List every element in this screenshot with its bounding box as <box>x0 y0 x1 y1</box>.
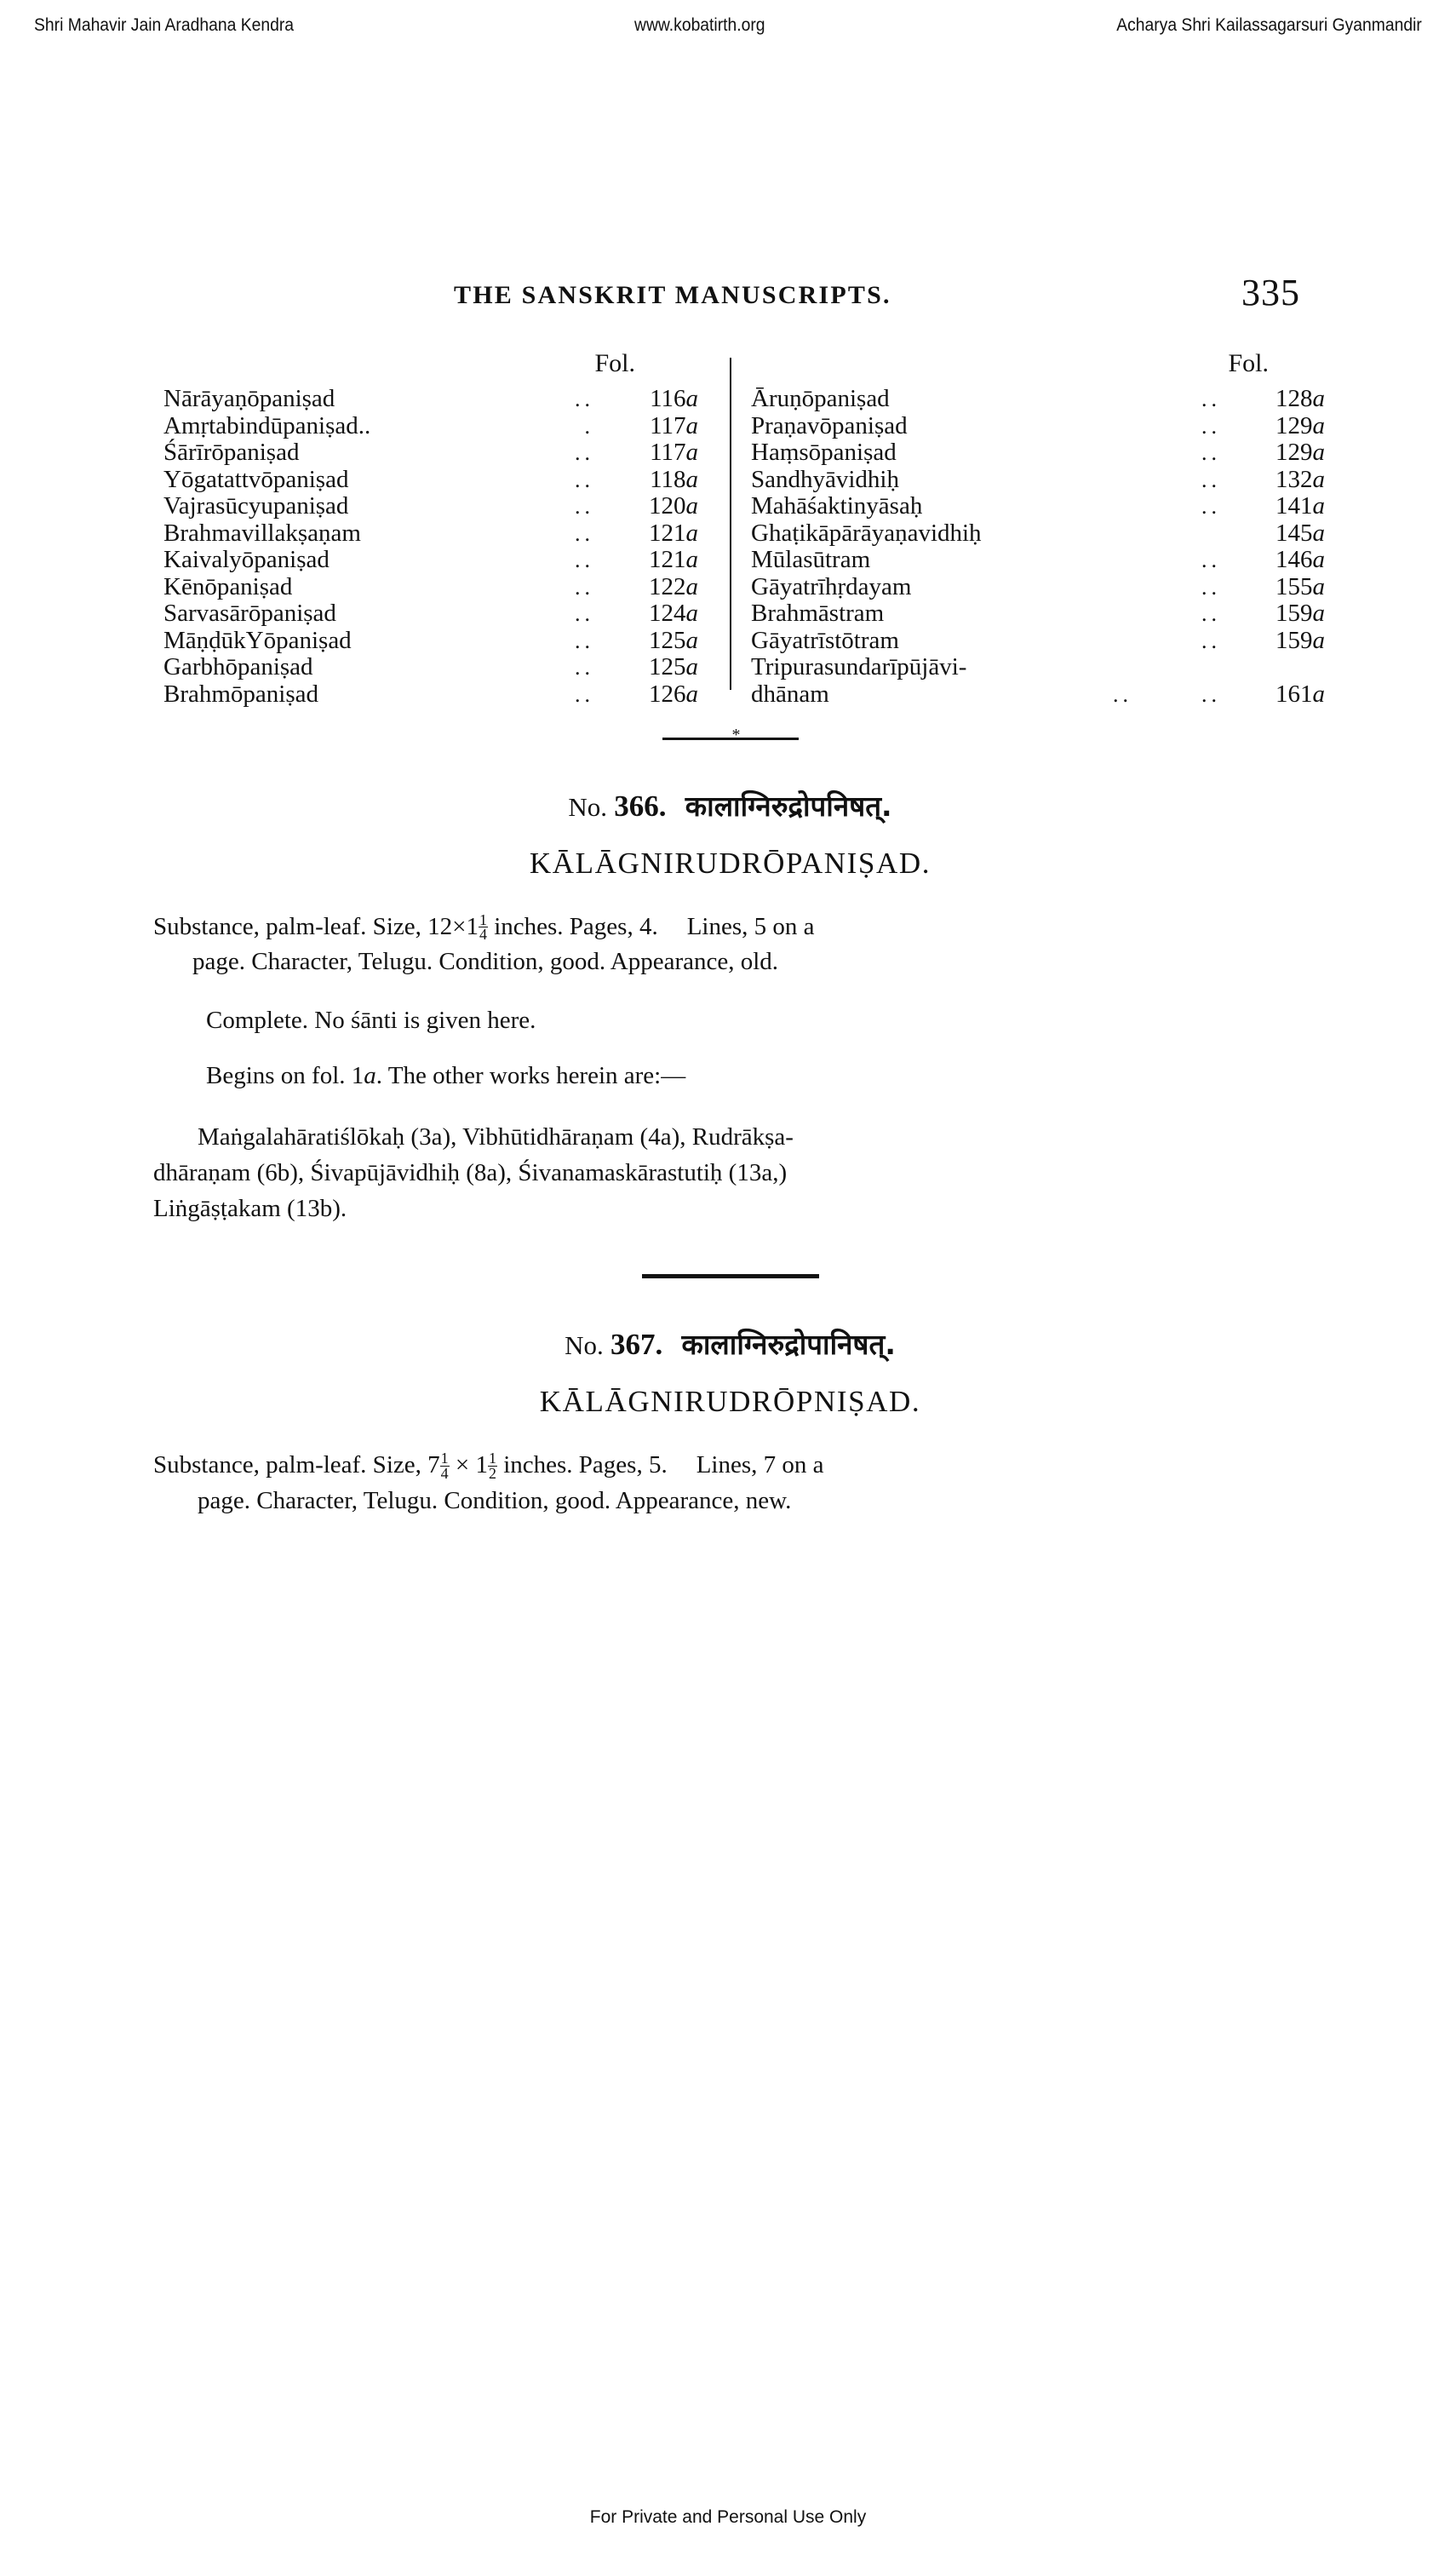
index-entry-name: Vajrasūcyupaniṣad <box>163 492 349 520</box>
index-row <box>153 466 698 493</box>
entry-no-label: No. <box>568 792 608 822</box>
desc-text-c: Lines, 7 on a <box>696 1451 824 1479</box>
index-entry-folio: 117a <box>650 411 698 439</box>
leader-dots: .. <box>1201 601 1221 626</box>
leader-dots: .. <box>575 601 594 626</box>
index-column-header-right <box>749 349 1294 385</box>
column-divider-rule <box>730 358 731 690</box>
folio-suffix: a <box>685 385 698 412</box>
index-entry-folio: 132a <box>1275 465 1325 493</box>
manuscript-entry-367 <box>153 1324 1307 1518</box>
divider-rule <box>662 738 799 740</box>
index-entry-folio: 118a <box>650 465 698 493</box>
scan-header-left-text: Shri Mahavir Jain Aradhana Kendra <box>34 15 295 35</box>
begins-prefix: Begins on fol. 1 <box>206 1062 364 1090</box>
folio-suffix: a <box>685 600 698 627</box>
desc-text-b: inches. Pages, 4. <box>487 913 658 940</box>
folio-suffix: a <box>1312 411 1325 439</box>
index-entry-folio: 122a <box>649 572 698 600</box>
other-works-list-366 <box>153 1119 1307 1226</box>
entry-separator-rule <box>642 1274 819 1278</box>
leader-dots: .. <box>575 440 594 465</box>
running-head <box>153 272 1307 325</box>
index-entry-name: MāṇḍūkYōpaniṣad <box>163 626 352 654</box>
index-entry-name: Kaivalyōpaniṣad <box>163 546 330 573</box>
entry-description-367 <box>153 1448 1307 1518</box>
index-entry-name: Mūlasūtram <box>751 546 871 573</box>
index-entry-folio: 121a <box>649 546 698 573</box>
leader-dots: .. <box>575 548 594 572</box>
index-entry-folio: 125a <box>649 653 698 680</box>
folio-suffix: a <box>685 546 698 573</box>
fraction-numerator: 1 <box>479 910 487 928</box>
index-row <box>749 680 1325 708</box>
fraction-numerator: 1 <box>440 1450 449 1467</box>
folio-suffix: a <box>685 411 698 439</box>
leader-dots: .. <box>1201 494 1221 519</box>
index-entry-folio: 146a <box>1275 546 1325 573</box>
page-number: 335 <box>1241 272 1300 313</box>
index-entry-name: Nārāyaṇōpaniṣad <box>163 385 335 412</box>
index-row <box>153 627 698 654</box>
folio-suffix: a <box>1312 492 1325 520</box>
index-column-right <box>749 349 1325 708</box>
entry-description-366 <box>153 910 1307 979</box>
index-entry-name: Kēnōpaniṣad <box>163 572 293 600</box>
desc-text-mid: × 1 <box>449 1451 488 1479</box>
leader-dots: .. <box>1201 548 1221 572</box>
index-entry-name: Garbhōpaniṣad <box>163 653 313 680</box>
begins-note-366 <box>153 1062 1307 1090</box>
entry-number-line <box>153 786 1307 824</box>
index-entry-folio: 120a <box>649 492 698 520</box>
index-row <box>153 385 698 412</box>
folio-suffix: a <box>685 465 698 493</box>
page-body <box>153 272 1325 1519</box>
works-line-2: dhāraṇam (6b), Śivapūjāvidhiḥ (8a), Śivanamaskārastutiḥ (13a,) <box>153 1159 788 1187</box>
leader-dots: .. <box>1201 574 1221 600</box>
index-row <box>749 465 1325 493</box>
entry-title-romanized: KĀLĀGNIRUDRŌPNIṢAD. <box>539 1385 921 1419</box>
leader-dots: . <box>584 413 594 439</box>
entry-no-label: No. <box>565 1330 604 1361</box>
index-row <box>153 653 698 680</box>
fraction-denominator: 4 <box>479 926 487 944</box>
index-entry-name: dhānam <box>751 680 829 708</box>
index-row <box>749 411 1325 439</box>
folio-suffix: a <box>685 519 698 547</box>
index-column-header-left <box>153 349 698 385</box>
index-row <box>749 572 1325 600</box>
index-entry-name: Mahāśaktinyāsaḥ <box>751 492 923 520</box>
leader-dots: .. <box>575 681 594 707</box>
index-entry-folio: 141a <box>1275 492 1325 520</box>
leader-dots: .. <box>1201 628 1221 653</box>
running-head-title: THE SANSKRIT MANUSCRIPTS. <box>454 281 891 309</box>
desc-text-a: Substance, palm-leaf. Size, 12×1 <box>153 913 479 940</box>
size-fraction <box>479 910 488 944</box>
desc-text-c: Lines, 5 on a <box>686 913 815 940</box>
index-entry-name: Śārīrōpaniṣad <box>163 439 300 466</box>
entry-title-devanagari: कालाग्निरुद्रोपानिषत्. <box>681 1328 896 1362</box>
scan-watermark-footer: For Private and Personal Use Only <box>589 2507 867 2527</box>
index-entry-name: Āruṇōpaniṣad <box>751 385 890 412</box>
index-entry-folio: 155a <box>1275 572 1325 600</box>
description-line-1 <box>153 910 1307 944</box>
folio-suffix: a <box>685 680 698 708</box>
index-entry-name: Amṛtabindūpaniṣad.. <box>163 411 371 439</box>
leader-dots: .. <box>1113 681 1132 707</box>
index-row <box>749 546 1325 573</box>
folio-suffix: a <box>1312 680 1325 708</box>
fraction-denominator: 2 <box>488 1464 496 1482</box>
index-entry-folio: 129a <box>1275 411 1325 439</box>
index-row <box>749 492 1325 520</box>
index-entry-name: Yōgatattvōpaniṣad <box>163 465 349 493</box>
index-entry-folio: 121a <box>649 519 698 547</box>
index-entry-folio: 116a <box>650 385 698 412</box>
index-row <box>153 439 698 466</box>
begins-suffix: . The other works herein are:— <box>375 1062 686 1090</box>
desc-text-b: inches. Pages, 5. <box>496 1451 668 1479</box>
folio-suffix: a <box>685 492 698 520</box>
index-entry-name: Brahmāstram <box>751 600 885 627</box>
section-divider-star <box>654 726 807 744</box>
folio-suffix: a <box>1312 465 1325 493</box>
leader-dots: .. <box>1201 681 1221 707</box>
desc-text-a: Substance, palm-leaf. Size, 7 <box>153 1451 440 1479</box>
folio-column-label: Fol. <box>594 349 635 377</box>
index-row <box>153 520 698 547</box>
scan-header-right-text: Acharya Shri Kailassagarsuri Gyanmandir <box>1116 15 1422 35</box>
folio-suffix: a <box>1312 385 1325 412</box>
index-entry-name: Haṃsōpaniṣad <box>751 439 897 466</box>
entry-no-number: 367. <box>610 1328 663 1362</box>
fraction-numerator: 1 <box>488 1450 496 1467</box>
index-entry-name: Gāyatrīstōtram <box>751 626 899 654</box>
entry-no-number: 366. <box>614 789 667 823</box>
index-entry-name: Sandhyāvidhiḥ <box>751 465 899 493</box>
index-entry-folio: 129a <box>1275 439 1325 466</box>
index-row <box>749 653 1294 680</box>
index-entry-folio: 161a <box>1275 680 1325 708</box>
entry-number-line <box>153 1324 1307 1363</box>
index-entry-name: Ghaṭikāpārāyaṇavidhiḥ <box>751 519 982 547</box>
index-row <box>153 492 698 520</box>
scan-watermark-header <box>0 15 1456 44</box>
index-row <box>153 600 698 627</box>
leader-dots: .. <box>1201 467 1221 492</box>
folio-suffix: a <box>1312 600 1325 627</box>
description-line-2: page. Character, Telugu. Condition, good. Appearance, new. <box>198 1486 792 1514</box>
folio-column-label: Fol. <box>1228 349 1269 377</box>
index-row <box>749 626 1325 654</box>
leader-dots: .. <box>1201 413 1221 439</box>
index-entry-folio: 125a <box>649 626 698 654</box>
index-row <box>153 412 698 439</box>
leader-dots: .. <box>575 628 594 653</box>
index-entry-folio: 159a <box>1275 600 1325 627</box>
index-entry-folio: 124a <box>649 600 698 627</box>
index-row <box>749 385 1325 412</box>
scan-header-center-text: www.kobatirth.org <box>634 15 765 35</box>
leader-dots: .. <box>575 494 594 519</box>
works-line-1: Maṅgalahāratiślōkaḥ (3a), Vibhūtidhāraṇam (4a), Rudrākṣa- <box>198 1123 794 1151</box>
index-entry-name: Praṇavōpaniṣad <box>751 411 908 439</box>
size-fraction-width <box>440 1451 450 1480</box>
entry-title-romanized: KĀLĀGNIRUDRŌPANIṢAD. <box>529 847 931 880</box>
index-entry-folio: 126a <box>649 680 698 708</box>
asterisk-icon: * <box>731 726 741 744</box>
folio-suffix: a <box>1312 546 1325 573</box>
works-line-3: Liṅgāṣṭakam (13b). <box>153 1195 347 1223</box>
leader-dots: .. <box>1201 387 1221 411</box>
index-row <box>749 600 1325 627</box>
index-row <box>153 680 698 708</box>
folio-suffix: a <box>685 626 698 654</box>
index-entry-name: Gāyatrīhṛdayam <box>751 572 912 600</box>
index-table <box>153 349 1325 708</box>
index-entry-name: Tripurasundarīpūjāvi- <box>751 653 967 680</box>
index-column-left <box>153 349 698 707</box>
index-entry-name: Sarvasārōpaniṣad <box>163 600 336 627</box>
leader-dots: .. <box>575 467 594 492</box>
begins-folio-italic: a <box>364 1062 376 1090</box>
leader-dots: .. <box>1201 440 1221 465</box>
size-fraction-height <box>488 1451 497 1480</box>
index-row <box>153 573 698 600</box>
index-row <box>749 519 1325 547</box>
manuscript-entry-366 <box>153 786 1307 1226</box>
folio-suffix: a <box>1312 626 1325 654</box>
index-entry-folio: 159a <box>1275 626 1325 654</box>
leader-dots: .. <box>575 387 594 411</box>
index-entry-folio: 117a <box>650 439 698 466</box>
index-row <box>153 546 698 573</box>
folio-suffix: a <box>685 572 698 600</box>
folio-suffix: a <box>1312 519 1325 547</box>
completeness-note-366: Complete. No śānti is given here. <box>206 1007 536 1035</box>
folio-suffix: a <box>1312 439 1325 466</box>
leader-dots: .. <box>575 574 594 600</box>
fraction-denominator: 4 <box>440 1464 449 1482</box>
description-line-1 <box>153 1448 1307 1483</box>
leader-dots: .. <box>575 520 594 546</box>
folio-suffix: a <box>685 439 698 466</box>
index-entry-folio: 145a <box>1275 519 1325 547</box>
leader-dots: .. <box>575 655 594 680</box>
index-entry-name: Brahmavillakṣaṇam <box>163 519 361 547</box>
folio-suffix: a <box>1312 572 1325 600</box>
description-line-2: page. Character, Telugu. Condition, good. Appearance, old. <box>192 948 779 976</box>
index-row <box>749 439 1325 466</box>
index-entry-name: Brahmōpaniṣad <box>163 680 319 708</box>
index-entry-folio: 128a <box>1275 385 1325 412</box>
folio-suffix: a <box>685 653 698 680</box>
entry-title-devanagari: कालाग्निरुद्रोपनिषत्. <box>685 789 892 823</box>
